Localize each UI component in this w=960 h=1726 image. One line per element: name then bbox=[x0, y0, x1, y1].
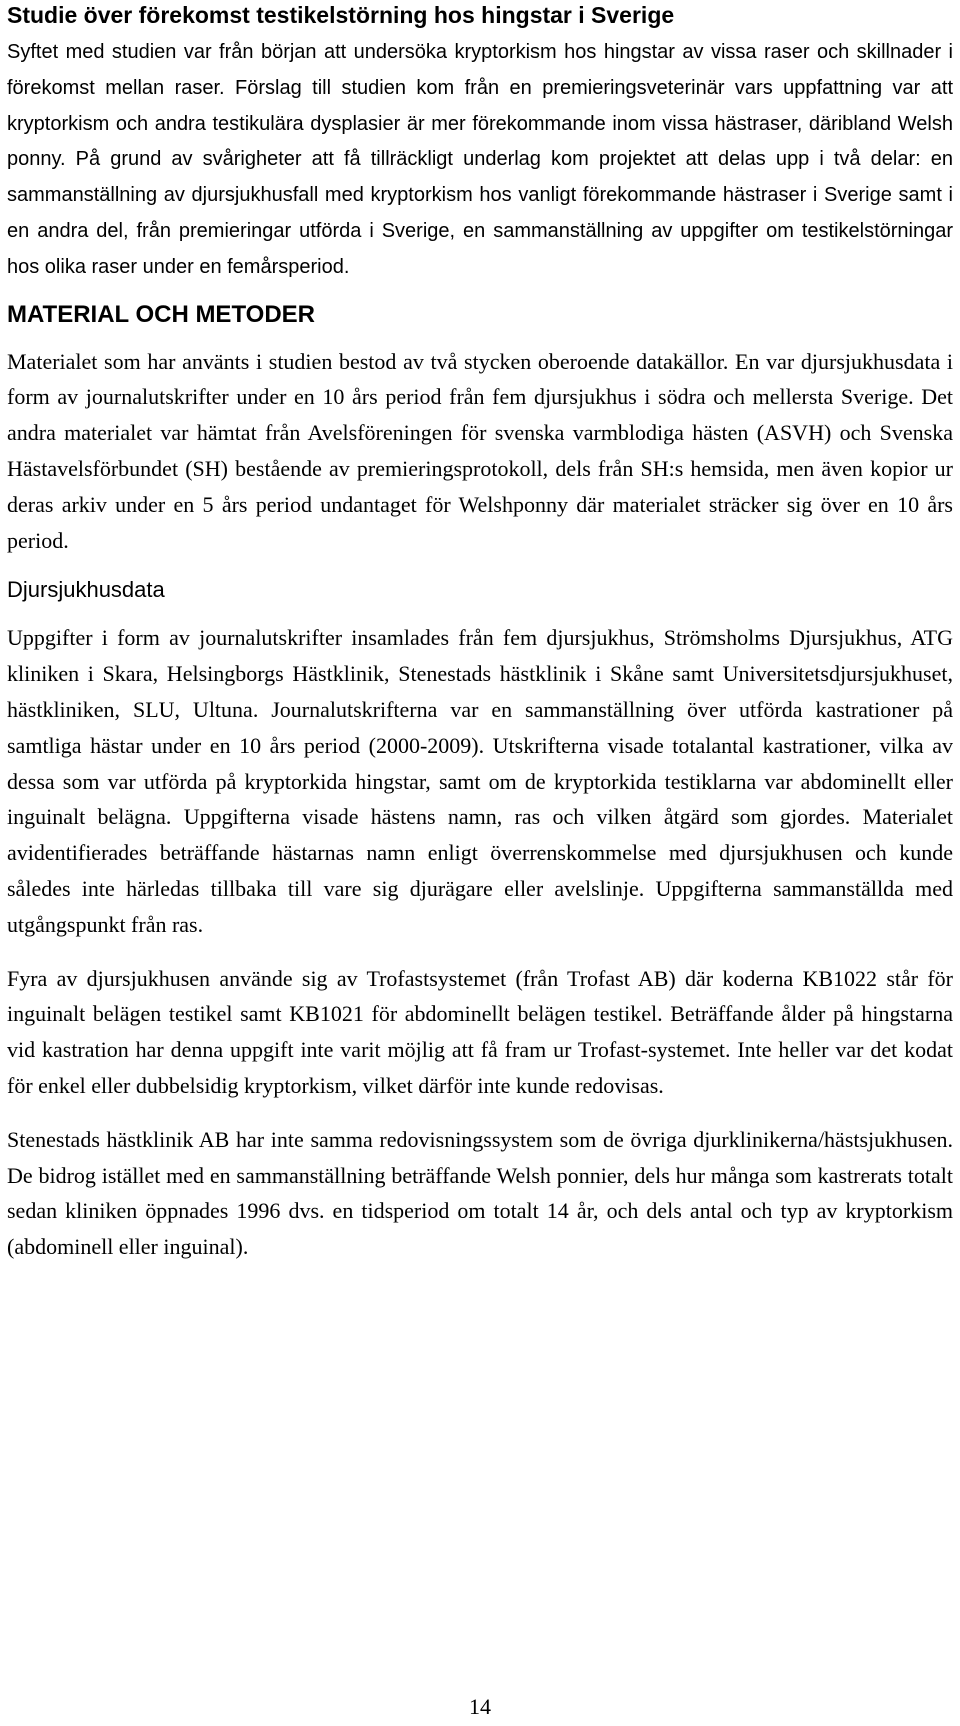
material-paragraph: Materialet som har använts i studien bestod av två stycken oberoende datakällor. En var djursjukhusdata i form av journalutskrifter under en 10 års period från fem djursjukhus i södra och mellersta Sverige. Det andra materialet var hämtat från Avelsföreningen för svenska varmblodiga hästen (ASVH) och Svenska Hästavelsförbundet (SH) bestående av premieringsprotokoll, dels från SH:s hemsida, men även kopior ur deras arkiv under en 5 års period undantaget för Welshponny där materialet sträcker sig över en 10 års period. bbox=[7, 348, 953, 553]
trofast-paragraph: Fyra av djursjukhusen använde sig av Trofastsystemet (från Trofast AB) där koderna KB1022 står för inguinalt belägen testikel samt KB1021 för abdominellt belägen testikel. Beträffande ålder på hingstarna vid kastration har denna uppgift inte varit möjlig att få fram ur Trofast-systemet. Inte heller var det kodat för enkel eller dubbelsidig kryptorkism, vilket därför inte kunde redovisas. bbox=[7, 965, 953, 1098]
document-page bbox=[7, 0, 953, 1265]
subsection-heading: Djursjukhusdata bbox=[7, 577, 165, 603]
document-title: Studie över förekomst testikelstörning hos hingstar i Sverige bbox=[7, 2, 675, 28]
intro-paragraph: Syftet med studien var från början att undersöka kryptorkism hos hingstar av vissa raser och skillnader i förekomst mellan raser. Förslag till studien kom från en premieringsveterinär vars uppfattning var att kryptorkism och andra testikulära dysplasier är mer förekommande inom vissa hästraser, däribland Welsh ponny. På grund av svårigheter att få tillräckligt underlag kom projektet att delas upp i två delar: en sammanställning av djursjukhusfall med kryptorkism hos vanligt förekommande hästraser i Sverige samt i en andra del, från premieringar utförda i Sverige, en sammanställning av uppgifter om testikelstörningar hos olika raser under en femårsperiod. bbox=[7, 41, 953, 278]
hospital-data-paragraph: Uppgifter i form av journalutskrifter insamlades från fem djursjukhus, Strömsholms Djursjukhus, ATG kliniken i Skara, Helsingborgs Hästklinik, Stenestads hästklinik i Skåne samt Universitetsdjursjukhuset, hästkliniken, SLU, Ultuna. Journalutskrifterna var en sammanställning över utförda kastrationer på samtliga hästar under en 10 års period (2000-2009). Utskrifterna visade totalantal kastrationer, vilka av dessa som var utförda på kryptorkida hingstar, samt om de kryptorkida testiklarna var abdominellt eller inguinalt belägna. Uppgifterna visade hästens namn, ras och vilken åtgärd som gjordes. Materialet avidentifierades beträffande hästarnas namn enligt överrenskommelse med djursjukhusen och kunde således inte härledas tillbaka till vare sig djurägare eller avelslinje. Uppgifterna sammanställda med utgångspunkt från ras. bbox=[7, 625, 953, 937]
section-heading: MATERIAL OCH METODER bbox=[7, 300, 316, 328]
stenestad-paragraph: Stenestads hästklinik AB har inte samma redovisningssystem som de övriga djurklinikerna/hästsjukhusen. De bidrog istället med en sammanställning beträffande Welsh ponnier, dels hur många som kastrerats totalt sedan kliniken öppnades 1996 dvs. en tidsperiod om totalt 14 år, och dels antal och typ av kryptorkism (abdominell eller inguinal). bbox=[7, 1126, 953, 1260]
page-number: 14 bbox=[469, 1694, 491, 1719]
